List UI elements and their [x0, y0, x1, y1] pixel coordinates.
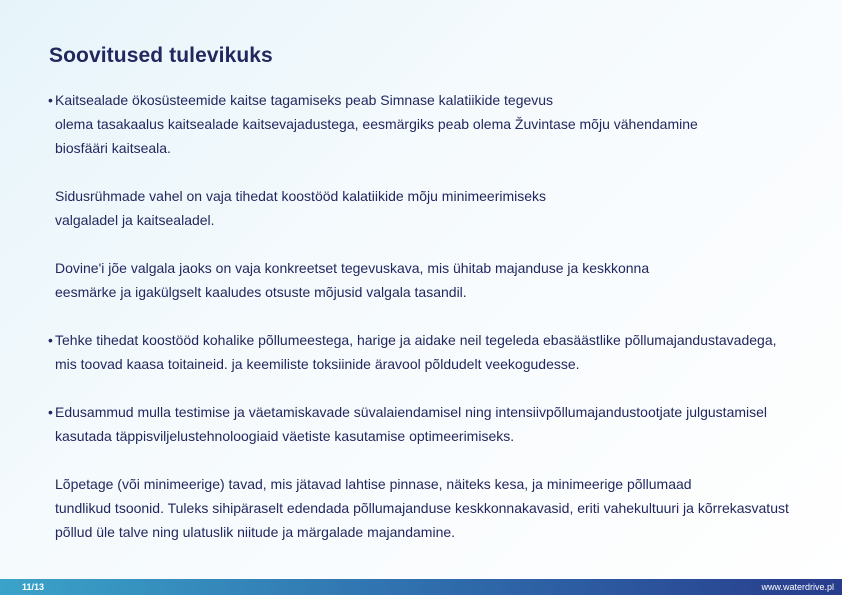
- page-number: 11/13: [22, 582, 45, 592]
- bullet-icon: •: [48, 332, 53, 348]
- paragraph-line: põllud üle talve ning ulatuslik niitude ja märgalade majandamine.: [55, 524, 456, 540]
- paragraph-line: eesmärke ja igakülgselt kaaludes otsuste mõjusid valgala tasandil.: [55, 284, 467, 300]
- paragraph-line: Sidusrühmade vahel on vaja tihedat koostööd kalatiikide mõju minimeerimiseks: [55, 188, 547, 204]
- bullet-icon: •: [48, 404, 53, 420]
- recommendation-paragraph-4: [48, 328, 808, 376]
- recommendation-paragraph-6: [48, 472, 808, 544]
- paragraph-spacer: [48, 160, 808, 184]
- paragraph-line: • Kaitsealade ökosüsteemide kaitse tagamiseks peab Simnase kalatiikide tegevus: [48, 88, 808, 112]
- paragraph-line: olema tasakaalus kaitsealade kaitsevajadustega, eesmärgiks peab olema Žuvintase mõju vähendamine: [55, 116, 698, 132]
- paragraph-spacer: [48, 304, 808, 328]
- paragraph-line: Lõpetage (või minimeerige) tavad, mis jätavad lahtise pinnase, näiteks kesa, ja minimeerige põllumaad: [55, 476, 692, 492]
- website-url: www.waterdrive.pl: [761, 582, 834, 592]
- paragraph-line: valgaladel ja kaitsealadel.: [55, 212, 215, 228]
- paragraph-spacer: [48, 376, 808, 400]
- paragraph-line: tundlikud tsoonid. Tuleks sihipäraselt edendada põllumajanduse keskkonnakavasid, eriti vahekultuuri ja kõrrekasvatust: [55, 500, 789, 516]
- recommendations-list: [48, 88, 808, 544]
- recommendation-paragraph-3: [48, 256, 808, 304]
- paragraph-line: mis toovad kaasa toitaineid. ja keemiliste toksiinide äravool põldudelt veekogudesse.: [55, 356, 580, 372]
- paragraph-spacer: [48, 448, 808, 472]
- paragraph-spacer: [48, 232, 808, 256]
- recommendation-paragraph-1: [48, 88, 808, 160]
- bullet-icon: •: [48, 92, 53, 108]
- paragraph-line: biosfääri kaitseala.: [55, 140, 171, 156]
- recommendation-paragraph-2: [48, 184, 808, 232]
- paragraph-line: • Edusammud mulla testimise ja väetamiskavade süvalaiendamisel ning intensiivpõllumajandustootjate julgustamisel: [48, 400, 808, 424]
- paragraph-line: kasutada täppisviljelustehnoloogiaid väetiste kasutamise optimeerimiseks.: [55, 428, 515, 444]
- paragraph-line: • Tehke tihedat koostööd kohalike põllumeestega, harige ja aidake neil tegeleda ebasäästlike põllumajandustavadega,: [48, 328, 808, 352]
- page-title: Soovitused tulevikuks: [49, 44, 273, 67]
- paragraph-line: Dovine'i jõe valgala jaoks on vaja konkreetset tegevuskava, mis ühitab majanduse ja keskkonna: [55, 260, 650, 276]
- footer-bar: [0, 579, 842, 595]
- recommendation-paragraph-5: [48, 400, 808, 448]
